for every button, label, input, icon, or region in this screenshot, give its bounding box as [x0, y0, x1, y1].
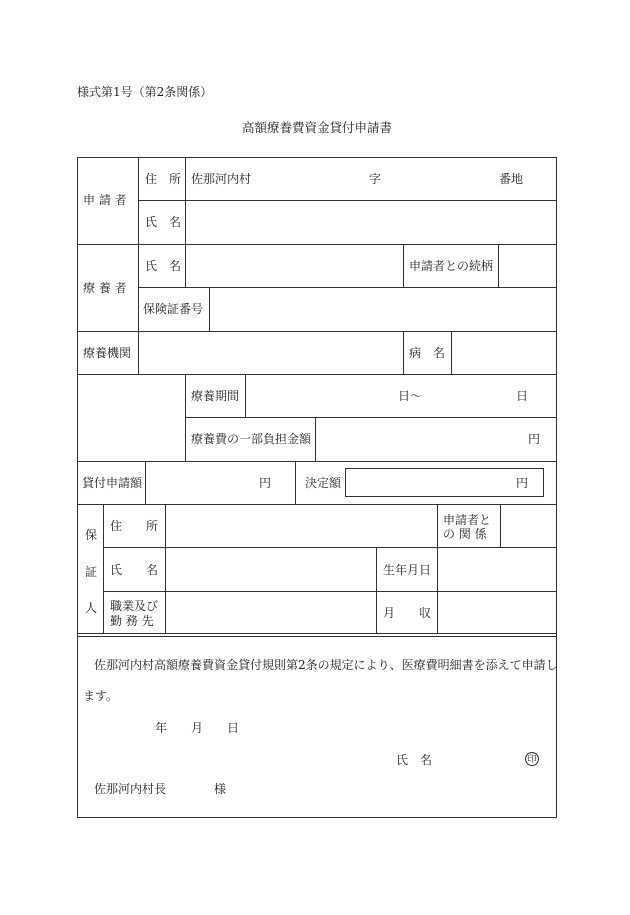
row-divider	[77, 244, 557, 245]
patient-name-label: 氏 名	[145, 259, 182, 273]
applicant-name-label: 氏 名	[145, 215, 182, 229]
statement-date: 年 月 日	[155, 721, 240, 735]
col-divider	[403, 244, 404, 287]
guarantor-address-label: 住 所	[110, 519, 159, 533]
applicant-address-label: 住 所	[145, 172, 182, 186]
col-divider	[185, 374, 186, 461]
copayment-yen: 円	[528, 432, 541, 446]
insurance-number-label: 保険証番号	[143, 302, 204, 316]
row-divider	[77, 331, 557, 332]
row-divider	[138, 287, 557, 288]
guarantor-name-label: 氏 名	[110, 563, 159, 577]
col-divider	[209, 287, 210, 331]
col-divider	[403, 331, 404, 374]
guarantor-label-char: 人	[85, 601, 98, 615]
patient-relation-label: 申請者との続柄	[409, 259, 494, 273]
addressee: 佐那河内村長	[94, 782, 167, 796]
loan-request-yen: 円	[259, 476, 272, 490]
copayment-label: 療養費の一部負担金額	[191, 432, 312, 446]
applicant-village: 佐那河内村	[191, 172, 252, 186]
form-number: 様式第1号（第2条関係）	[77, 85, 213, 99]
row-divider	[77, 461, 557, 462]
disease-label: 病 名	[409, 346, 446, 360]
decided-amount-yen: 円	[516, 476, 529, 490]
occupation-label-line: 勤 務 先	[110, 614, 154, 628]
row-divider	[77, 504, 557, 505]
row-divider	[103, 547, 557, 548]
row-divider	[77, 633, 557, 634]
statement-name-label: 氏 名	[396, 753, 433, 767]
row-divider	[138, 200, 557, 201]
col-divider	[437, 504, 438, 633]
col-divider	[500, 504, 501, 547]
col-divider	[245, 374, 246, 417]
applicant-banchi: 番地	[499, 172, 524, 186]
applicant-label: 申 請 者	[83, 193, 127, 207]
guarantor-label-char: 証	[85, 565, 98, 579]
applicant-aza: 字	[369, 172, 382, 186]
income-label: 月 収	[383, 606, 432, 620]
birthdate-label: 生年月日	[383, 563, 432, 577]
seal-mark: 印	[525, 752, 539, 766]
loan-request-label: 貸付申請額	[82, 476, 143, 490]
col-divider	[138, 157, 139, 331]
col-divider	[295, 461, 296, 504]
decided-amount-label: 決定額	[305, 476, 342, 490]
guarantor-label-char: 保	[85, 528, 98, 542]
col-divider	[165, 504, 166, 633]
guarantor-relation-label-line: 申請者と	[443, 513, 492, 527]
row-divider	[185, 417, 557, 418]
row-divider	[103, 591, 557, 592]
col-divider	[138, 331, 139, 374]
statement-line: 佐那河内村高額療養費資金貸付規則第2条の規定により、医療費明細書を添えて申請し	[94, 658, 558, 672]
period-to-day: 日	[516, 389, 529, 403]
col-divider	[451, 331, 452, 374]
col-divider	[185, 157, 186, 287]
col-divider	[103, 504, 104, 633]
row-divider	[77, 374, 557, 375]
institution-label: 療養機関	[83, 346, 132, 360]
patient-label: 療 養 者	[83, 281, 127, 295]
statement-line: ます。	[83, 689, 119, 703]
decided-amount-box	[345, 468, 544, 497]
occupation-label-line: 職業及び	[110, 599, 159, 613]
honorific: 様	[214, 782, 227, 796]
form-title: 高額療養費資金貸付申請書	[242, 120, 393, 135]
col-divider	[145, 461, 146, 504]
col-divider	[315, 417, 316, 461]
period-label: 療養期間	[191, 389, 240, 403]
guarantor-relation-label-line: の 関 係	[443, 527, 487, 541]
period-from-day: 日〜	[398, 389, 423, 403]
col-divider	[376, 547, 377, 633]
col-divider	[498, 244, 499, 287]
row-divider	[77, 636, 557, 637]
